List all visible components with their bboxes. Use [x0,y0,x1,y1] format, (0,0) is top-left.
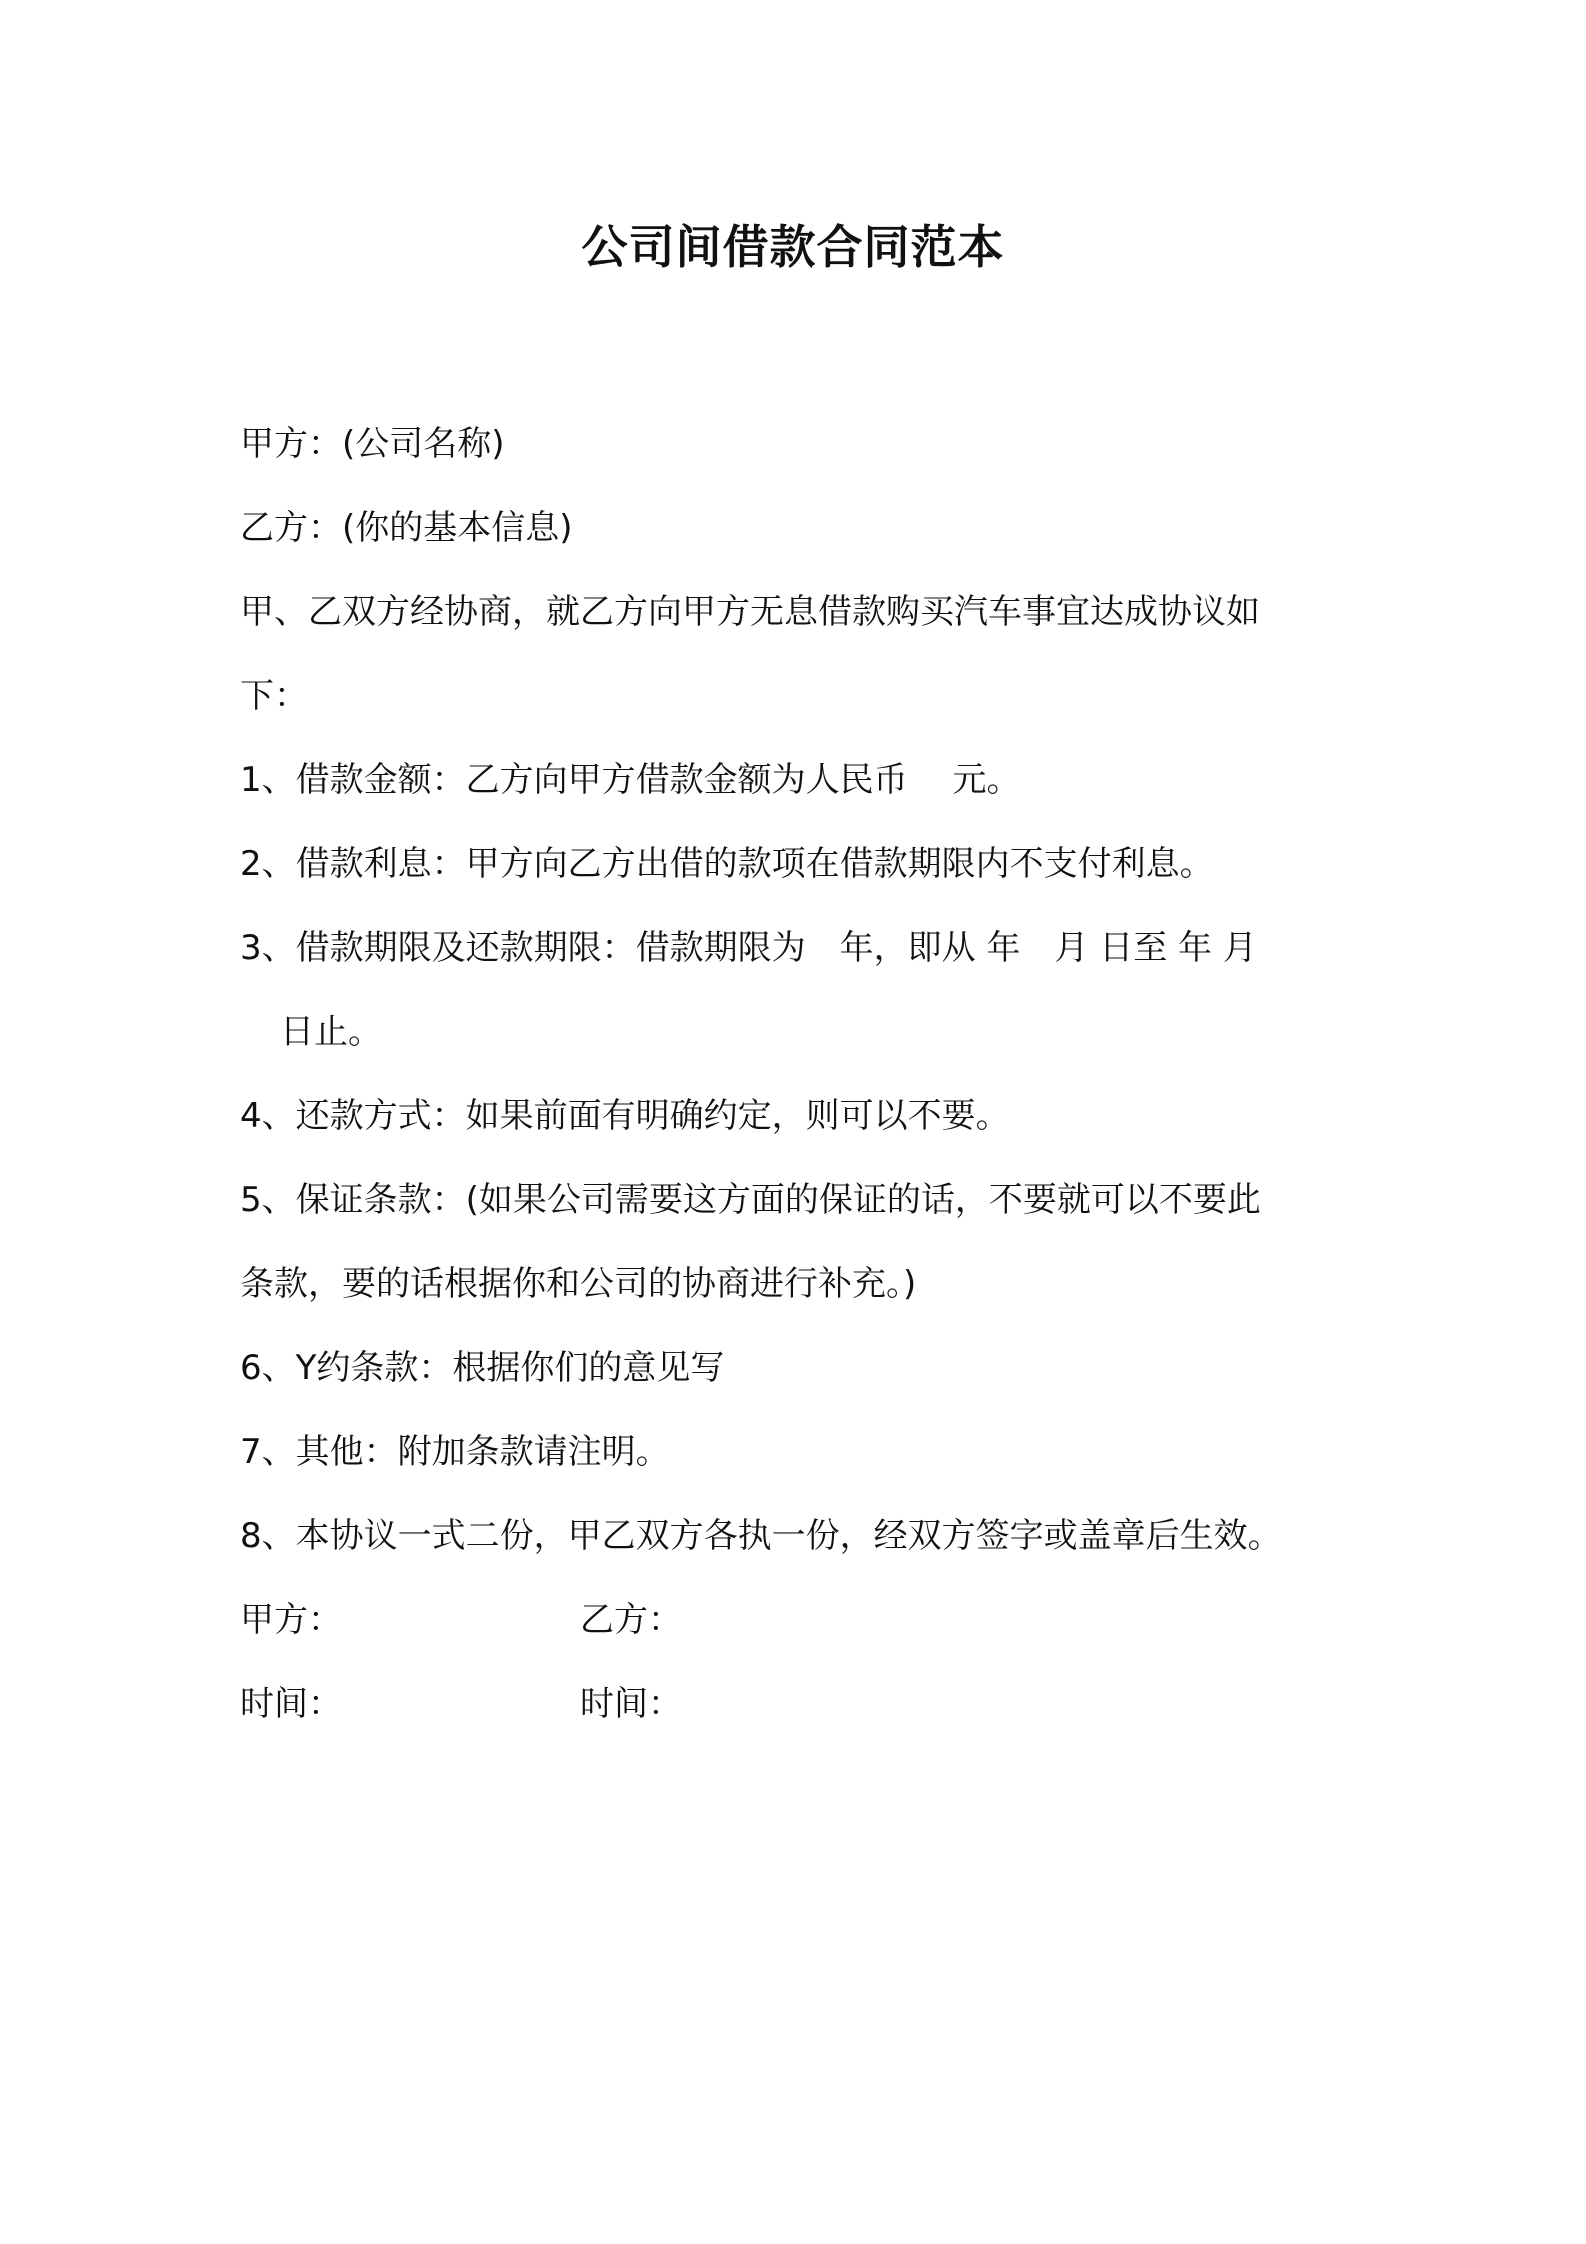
party-b-signature-label: 乙方： [580,1600,682,1640]
document-title: 公司间借款合同范本 [581,220,1005,274]
clause-5-line-2: 条款，要的话根据你和公司的协商进行补充。) [240,1264,917,1304]
party-b-time-label: 时间： [580,1684,682,1724]
clause-6: 6、Y约条款：根据你们的意见写 [240,1348,725,1388]
party-a-signature-label: 甲方： [240,1600,342,1640]
time-row [240,1662,1380,1746]
clause-3-line-1: 3、借款期限及还款期限：借款期限为 年，即从 年 月 日至 年 月 [240,928,1257,968]
clause-1: 1、借款金额：乙方向甲方借款金额为人民币 元。 [240,760,1021,800]
clause-4: 4、还款方式：如果前面有明确约定，则可以不要。 [240,1096,1010,1136]
party-a-time-label: 时间： [240,1684,342,1724]
clause-2: 2、借款利息：甲方向乙方出借的款项在借款期限内不支付利息。 [240,844,1214,884]
clause-7: 7、其他：附加条款请注明。 [240,1432,670,1472]
intro-line-1: 甲、乙双方经协商，就乙方向甲方无息借款购买汽车事宜达成协议如 [240,592,1260,632]
clause-3-line-2: 日止。 [280,1012,382,1052]
signature-row [240,1578,1380,1662]
party-a-line: 甲方：(公司名称) [240,424,505,464]
intro-line-2: 下： [240,676,308,716]
contract-body [240,402,1380,1746]
party-b-line: 乙方：(你的基本信息) [240,508,573,548]
clause-8: 8、本协议一式二份，甲乙双方各执一份，经双方签字或盖章后生效。 [240,1516,1282,1556]
clause-5-line-1: 5、保证条款：(如果公司需要这方面的保证的话，不要就可以不要此 [240,1180,1261,1220]
